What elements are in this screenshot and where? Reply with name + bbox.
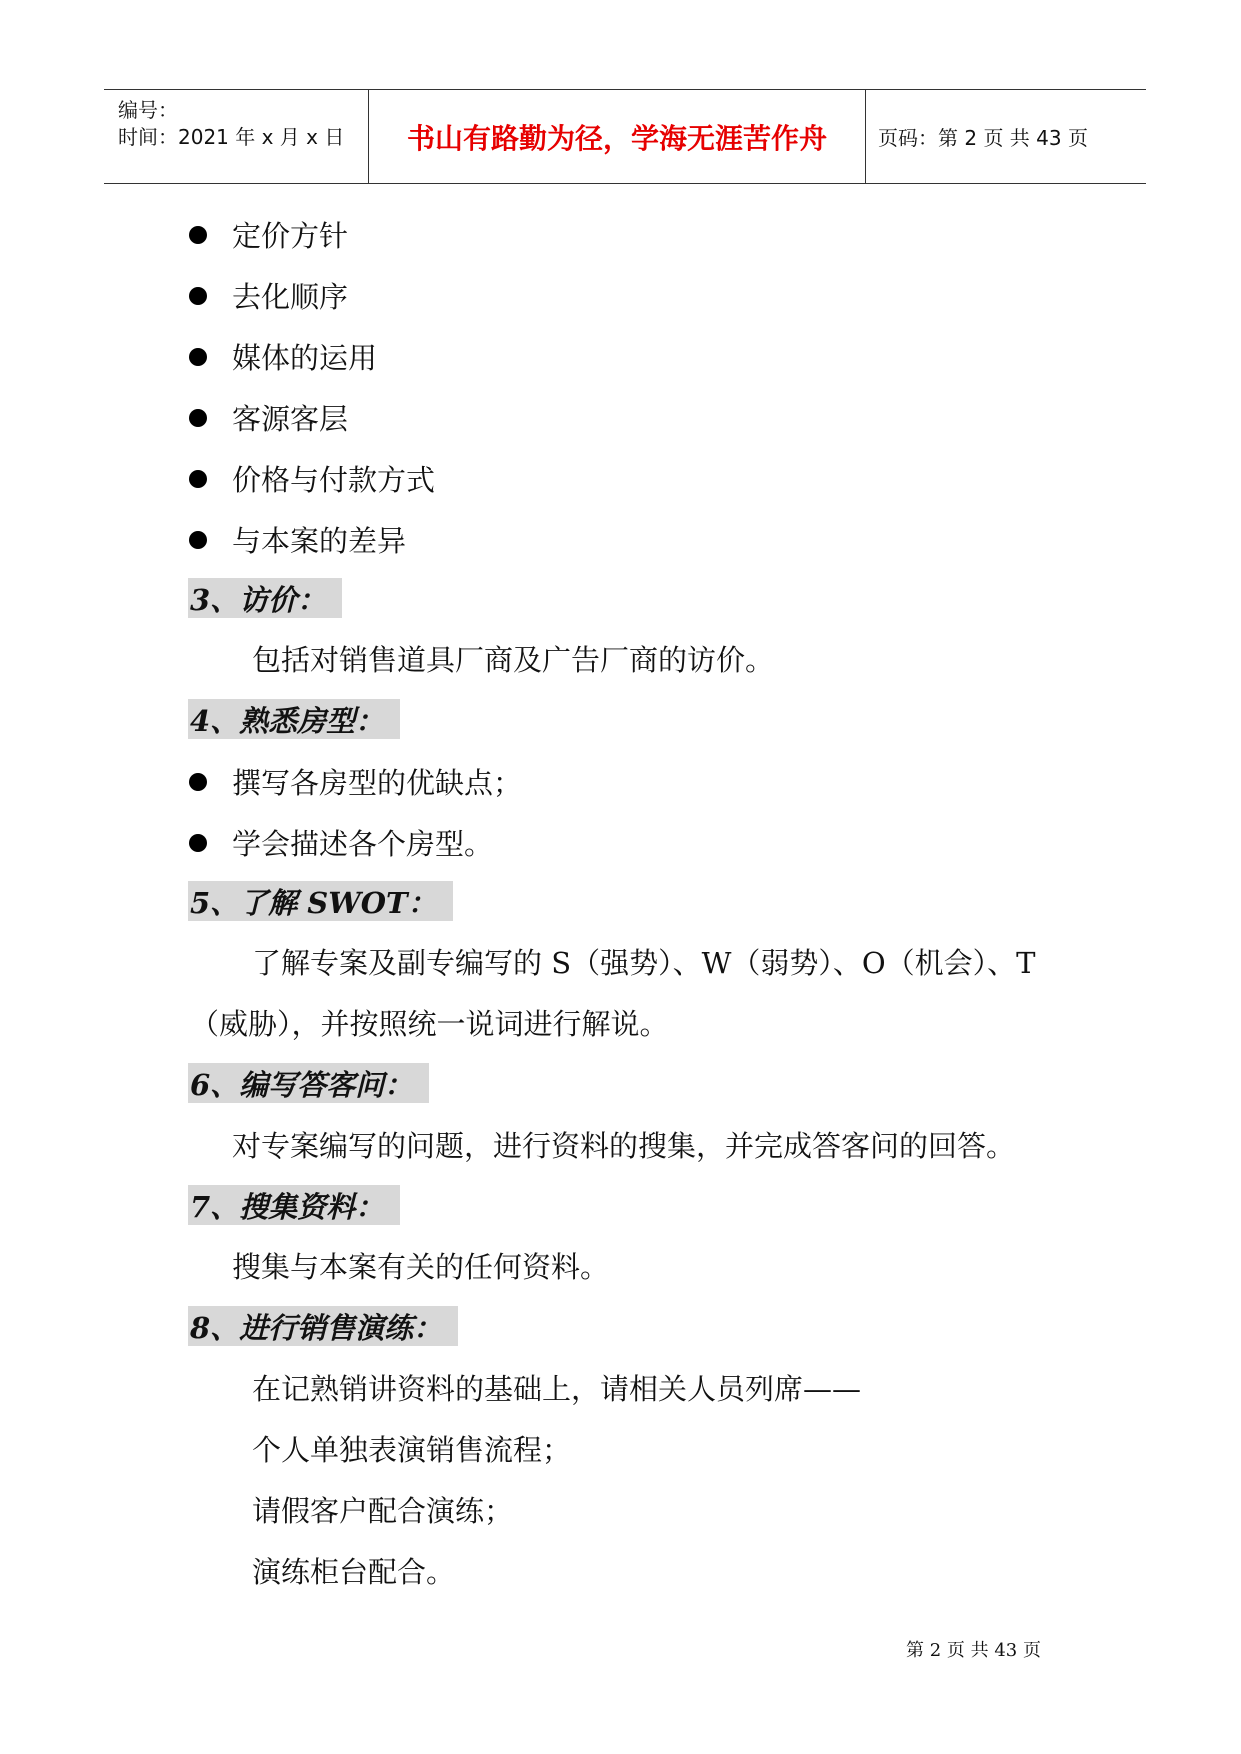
section-heading xyxy=(188,1063,429,1103)
page-info: 页码：第 2 页 共 43 页 xyxy=(878,126,1088,150)
list-item xyxy=(189,397,348,438)
paragraph: 个人单独表演销售流程； xyxy=(252,1433,572,1467)
bullet-dot-icon xyxy=(189,287,207,305)
list-item-text: 价格与付款方式 xyxy=(232,463,436,497)
bullet-dot-icon xyxy=(189,470,207,488)
paragraph: 对专案编写的问题，进行资料的搜集，并完成答客问的回答。 xyxy=(232,1129,1016,1163)
number-label: 编号： xyxy=(118,98,178,122)
list-item xyxy=(189,761,522,802)
list-item xyxy=(189,336,377,377)
paragraph: 请假客户配合演练； xyxy=(252,1494,514,1528)
list-item xyxy=(189,275,348,316)
list-item-text: 撰写各房型的优缺点； xyxy=(232,766,523,800)
header-meta-cell xyxy=(104,90,369,183)
list-item xyxy=(189,214,348,255)
list-item-text: 定价方针 xyxy=(232,219,349,253)
section-heading xyxy=(188,578,342,618)
page-footer: 第 2 页 共 43 页 xyxy=(906,1640,1041,1661)
list-item-text: 与本案的差异 xyxy=(232,524,407,558)
paragraph: 演练柜台配合。 xyxy=(252,1555,456,1589)
section-heading xyxy=(188,1306,458,1346)
paragraph: （威胁），并按照统一说词进行解说。 xyxy=(190,1007,669,1041)
bullet-dot-icon xyxy=(189,834,207,852)
paragraph: 搜集与本案有关的任何资料。 xyxy=(232,1250,610,1284)
time-label: 时间：2021 年 x 月 x 日 xyxy=(118,125,345,149)
list-item-text: 媒体的运用 xyxy=(232,341,378,375)
list-item xyxy=(189,519,406,560)
section-heading xyxy=(188,1185,400,1225)
page-header xyxy=(104,89,1146,184)
section-heading-text: 3、访价： xyxy=(190,582,327,617)
paragraph: 在记熟销讲资料的基础上，请相关人员列席—— xyxy=(252,1372,862,1406)
section-heading-text: 8、进行销售演练： xyxy=(190,1310,443,1345)
bullet-dot-icon xyxy=(189,409,207,427)
motto-text: 书山有路勤为径，学海无涯苦作舟 xyxy=(406,121,827,155)
paragraph: 包括对销售道具厂商及广告厂商的访价。 xyxy=(252,643,775,677)
bullet-dot-icon xyxy=(189,226,207,244)
section-heading xyxy=(188,699,400,739)
list-item xyxy=(189,458,435,499)
list-item xyxy=(189,822,493,863)
section-heading-text: 5、了解 SWOT： xyxy=(190,885,437,920)
bullet-dot-icon xyxy=(189,348,207,366)
section-heading-text: 6、编写答客问： xyxy=(190,1067,414,1102)
list-item-text: 学会描述各个房型。 xyxy=(232,827,494,861)
paragraph: 了解专案及副专编写的 S（强势）、W（弱势）、O（机会）、T xyxy=(252,946,1036,980)
section-heading-text: 4、熟悉房型： xyxy=(190,703,385,738)
header-page-cell xyxy=(866,90,1146,183)
section-heading xyxy=(188,881,453,921)
list-item-text: 去化顺序 xyxy=(232,280,349,314)
bullet-dot-icon xyxy=(189,531,207,549)
section-heading-text: 7、搜集资料： xyxy=(190,1189,385,1224)
header-motto-cell xyxy=(369,90,866,183)
list-item-text: 客源客层 xyxy=(232,402,349,436)
bullet-dot-icon xyxy=(189,773,207,791)
